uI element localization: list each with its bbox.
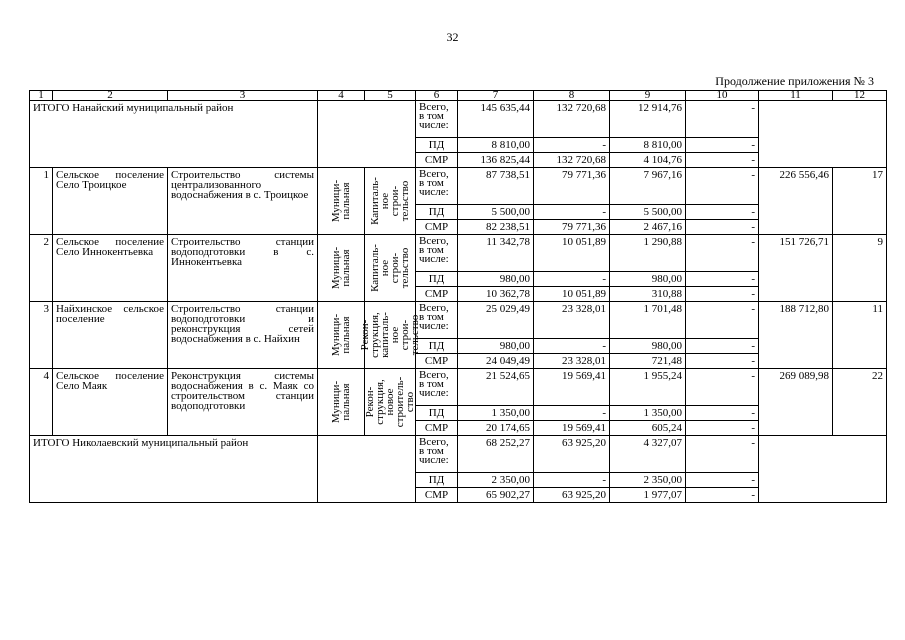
pd-col10: - (686, 406, 759, 421)
work-type (359, 302, 421, 369)
vsego-label: Всего, в том числе: (416, 369, 458, 406)
smr-value: 20 174,65 (458, 421, 534, 436)
smr-value: 82 238,51 (458, 220, 534, 235)
work-type-text: Рекон- струкция, капиталь- ное строи- тельство (359, 312, 421, 358)
work-type-text: Капиталь- ное строи- тельство (369, 177, 411, 225)
row-number: 3 (30, 302, 53, 369)
vsego-value: 63 925,20 (534, 436, 610, 473)
pd-value: 2 350,00 (610, 473, 686, 488)
smr-label: СМР (416, 421, 458, 436)
pd-label: ПД (416, 339, 458, 354)
col12-value: 11 (833, 302, 887, 369)
work-type (365, 369, 416, 436)
object-name: Строительство станции водоподготовки и реконструкция сетей водоснабжения в с. Найхин (168, 302, 318, 369)
col11-value: 269 089,98 (759, 369, 833, 436)
data-table (29, 90, 887, 503)
vsego-col10: - (686, 369, 759, 406)
smr-label: СМР (416, 354, 458, 369)
smr-col10: - (686, 153, 759, 168)
pd-value: 980,00 (458, 339, 534, 354)
column-number: 6 (416, 91, 458, 101)
col11-value: 151 726,71 (759, 235, 833, 302)
total-title: ИТОГО Николаевский муниципальный район (30, 436, 318, 503)
vsego-col10: - (686, 168, 759, 205)
pd-label: ПД (416, 473, 458, 488)
work-type (365, 235, 416, 302)
settlement-name: Найхинское сельское поселение (53, 302, 168, 369)
pd-value: 980,00 (458, 272, 534, 287)
work-type (365, 168, 416, 235)
ownership-text: Муници- пальная (330, 313, 352, 357)
settlement-name: Сельское поселение Село Иннокентьевка (53, 235, 168, 302)
smr-value: 2 467,16 (610, 220, 686, 235)
vsego-value: 132 720,68 (534, 101, 610, 138)
smr-value: 10 362,78 (458, 287, 534, 302)
ownership-text: Муници- пальная (330, 380, 352, 424)
vsego-col10: - (686, 436, 759, 473)
column-number: 3 (168, 91, 318, 101)
col11-value: 188 712,80 (759, 302, 833, 369)
column-number: 5 (365, 91, 416, 101)
pd-value: 980,00 (610, 339, 686, 354)
table-row (30, 302, 887, 339)
vsego-value: 21 524,65 (458, 369, 534, 406)
vsego-value: 79 771,36 (534, 168, 610, 205)
work-type-text: Рекон- струкция, новое строитель- ство (364, 376, 416, 428)
smr-value: 24 049,49 (458, 354, 534, 369)
vsego-value: 7 967,16 (610, 168, 686, 205)
vsego-value: 4 327,07 (610, 436, 686, 473)
work-type-text: Капиталь- ное строи- тельство (369, 244, 411, 292)
total-blank-right (759, 101, 887, 168)
pd-value: - (534, 138, 610, 153)
smr-label: СМР (416, 220, 458, 235)
ownership (318, 369, 365, 436)
ownership-text: Муници- пальная (330, 179, 352, 223)
vsego-value: 1 701,48 (610, 302, 686, 339)
total-blank-right (759, 436, 887, 503)
column-number: 4 (318, 91, 365, 101)
pd-value: 2 350,00 (458, 473, 534, 488)
smr-value: 4 104,76 (610, 153, 686, 168)
pd-label: ПД (416, 138, 458, 153)
vsego-value: 87 738,51 (458, 168, 534, 205)
smr-value: 136 825,44 (458, 153, 534, 168)
vsego-value: 12 914,76 (610, 101, 686, 138)
pd-value: - (534, 339, 610, 354)
smr-value: 1 977,07 (610, 488, 686, 503)
smr-col10: - (686, 287, 759, 302)
smr-label: СМР (416, 287, 458, 302)
pd-col10: - (686, 473, 759, 488)
ownership (318, 302, 365, 369)
smr-col10: - (686, 488, 759, 503)
smr-value: 310,88 (610, 287, 686, 302)
row-number: 1 (30, 168, 53, 235)
smr-value: 132 720,68 (534, 153, 610, 168)
pd-label: ПД (416, 406, 458, 421)
column-number: 11 (759, 91, 833, 101)
total-title: ИТОГО Нанайский муниципальный район (30, 101, 318, 168)
pd-col10: - (686, 272, 759, 287)
object-name: Реконструкция системы водоснабжения в с. Маяк со строительством станции водоподготовки (168, 369, 318, 436)
vsego-value: 10 051,89 (534, 235, 610, 272)
col11-value: 226 556,46 (759, 168, 833, 235)
smr-label: СМР (416, 153, 458, 168)
vsego-label: Всего, в том числе: (416, 302, 458, 339)
row-number: 4 (30, 369, 53, 436)
row-number: 2 (30, 235, 53, 302)
ownership-text: Муници- пальная (330, 246, 352, 290)
smr-label: СМР (416, 488, 458, 503)
vsego-value: 11 342,78 (458, 235, 534, 272)
smr-value: 19 569,41 (534, 421, 610, 436)
smr-value: 10 051,89 (534, 287, 610, 302)
smr-col10: - (686, 220, 759, 235)
pd-value: - (534, 272, 610, 287)
vsego-label: Всего, в том числе: (416, 235, 458, 272)
column-number: 7 (458, 91, 534, 101)
pd-value: 980,00 (610, 272, 686, 287)
pd-value: - (534, 205, 610, 220)
pd-label: ПД (416, 272, 458, 287)
col12-value: 17 (833, 168, 887, 235)
pd-label: ПД (416, 205, 458, 220)
settlement-name: Сельское поселение Село Троицкое (53, 168, 168, 235)
smr-value: 65 902,27 (458, 488, 534, 503)
table-row (30, 168, 887, 205)
pd-value: 5 500,00 (458, 205, 534, 220)
vsego-col10: - (686, 235, 759, 272)
vsego-col10: - (686, 101, 759, 138)
appendix-caption: Продолжение приложения № 3 (715, 74, 874, 88)
ownership (318, 168, 365, 235)
pd-value: 1 350,00 (610, 406, 686, 421)
vsego-value: 25 029,49 (458, 302, 534, 339)
object-name: Строительство системы централизованного водоснабжения в с. Троицкое (168, 168, 318, 235)
column-number: 9 (610, 91, 686, 101)
table-row (30, 369, 887, 406)
pd-value: 1 350,00 (458, 406, 534, 421)
pd-value: 5 500,00 (610, 205, 686, 220)
vsego-col10: - (686, 302, 759, 339)
vsego-label: Всего, в том числе: (416, 436, 458, 473)
total-row (30, 436, 887, 473)
vsego-value: 1 290,88 (610, 235, 686, 272)
total-row (30, 101, 887, 138)
col12-value: 9 (833, 235, 887, 302)
pd-value: 8 810,00 (610, 138, 686, 153)
pd-col10: - (686, 339, 759, 354)
object-name: Строительство станции водоподготовки в с. Иннокентьевка (168, 235, 318, 302)
pd-value: - (534, 473, 610, 488)
smr-value: 63 925,20 (534, 488, 610, 503)
column-number-row (30, 91, 887, 101)
ownership (318, 235, 365, 302)
vsego-value: 1 955,24 (610, 369, 686, 406)
vsego-value: 19 569,41 (534, 369, 610, 406)
column-number: 1 (30, 91, 53, 101)
column-number: 8 (534, 91, 610, 101)
vsego-value: 23 328,01 (534, 302, 610, 339)
total-blank (318, 436, 416, 503)
pd-value: - (534, 406, 610, 421)
vsego-label: Всего, в том числе: (416, 168, 458, 205)
table-row (30, 235, 887, 272)
settlement-name: Сельское поселение Село Маяк (53, 369, 168, 436)
vsego-value: 145 635,44 (458, 101, 534, 138)
pd-value: 8 810,00 (458, 138, 534, 153)
smr-col10: - (686, 354, 759, 369)
column-number: 10 (686, 91, 759, 101)
smr-value: 23 328,01 (534, 354, 610, 369)
col12-value: 22 (833, 369, 887, 436)
pd-col10: - (686, 138, 759, 153)
vsego-label: Всего, в том числе: (416, 101, 458, 138)
smr-col10: - (686, 421, 759, 436)
column-number: 12 (833, 91, 887, 101)
pd-col10: - (686, 205, 759, 220)
vsego-value: 68 252,27 (458, 436, 534, 473)
page-number: 32 (446, 30, 459, 44)
column-number: 2 (53, 91, 168, 101)
total-blank (318, 101, 416, 168)
smr-value: 721,48 (610, 354, 686, 369)
smr-value: 79 771,36 (534, 220, 610, 235)
smr-value: 605,24 (610, 421, 686, 436)
